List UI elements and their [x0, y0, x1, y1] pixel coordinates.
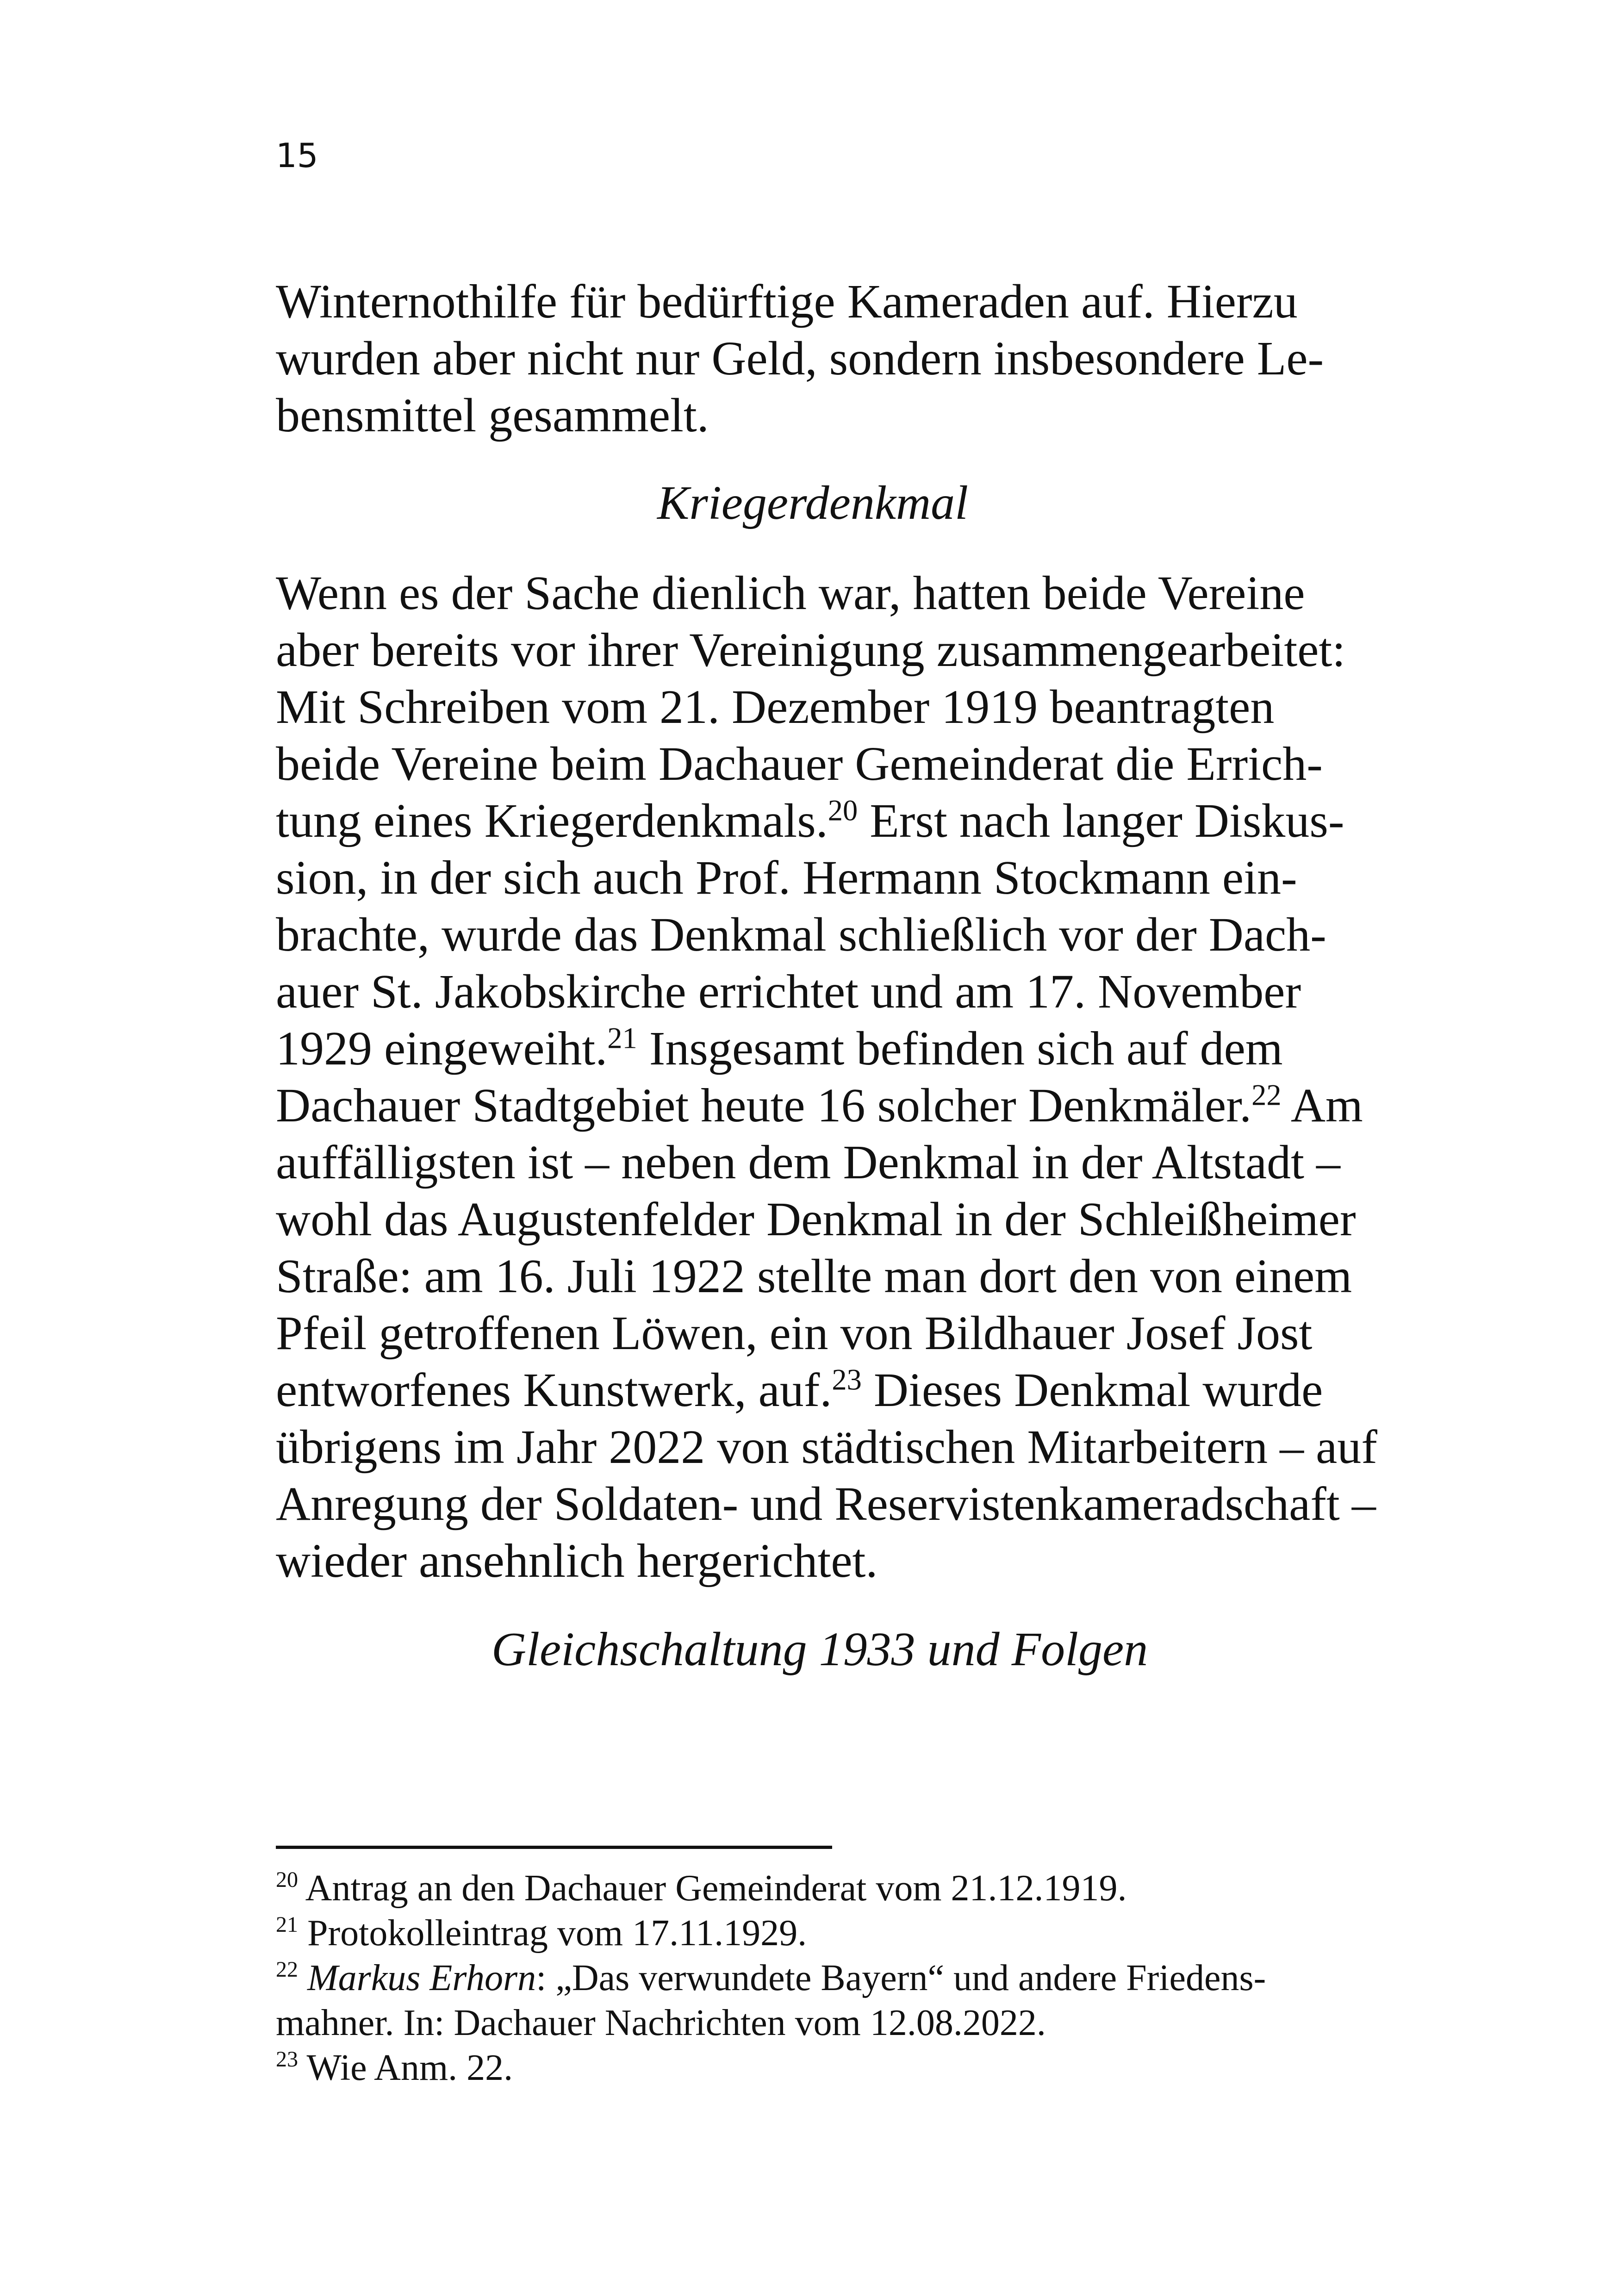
- footnote-ref-20: 20: [828, 794, 858, 827]
- text-line: [276, 1021, 1283, 1075]
- text-line: auer St. Jakobskirche errichtet und am 17. November: [276, 965, 1301, 1018]
- text-line: [276, 1363, 1323, 1417]
- footnote-separator: [276, 1846, 832, 1849]
- text-line: brachte, wurde das Denkmal schließlich vor der Dach-: [276, 908, 1326, 961]
- footnote-author: Markus Erhorn: [307, 1958, 536, 1998]
- text-line: wieder ansehnlich hergerichtet.: [276, 1534, 878, 1587]
- footnote-number: 22: [276, 1957, 298, 1982]
- footnote-ref-23: 23: [832, 1363, 862, 1396]
- footnote-number: 20: [276, 1867, 298, 1892]
- footnote-ref-21: 21: [607, 1021, 637, 1055]
- text-segment: Erst nach langer Diskus-: [858, 794, 1344, 847]
- footnote-text: Protokolleintrag vom 17.11.1929.: [298, 1913, 807, 1954]
- text-segment: 1929 eingeweiht.: [276, 1022, 608, 1075]
- text-line: sion, in der sich auch Prof. Hermann Stockmann ein-: [276, 851, 1297, 904]
- text-line: auffälligsten ist – neben dem Denkmal in der Altstadt –: [276, 1136, 1341, 1189]
- text-line: wurden aber nicht nur Geld, sondern insbesondere Le-: [276, 332, 1324, 385]
- text-segment: tung eines Kriegerdenkmals.: [276, 794, 828, 847]
- page-number: 15: [276, 136, 318, 175]
- text-line: aber bereits vor ihrer Vereinigung zusammengearbeitet:: [276, 623, 1346, 677]
- footnote-text: Wie Anm. 22.: [298, 2047, 513, 2088]
- text-segment: Dieses Denkmal wurde: [861, 1363, 1323, 1417]
- text-line: Mit Schreiben vom 21. Dezember 1919 beantragten: [276, 680, 1275, 734]
- section-heading-kriegerdenkmal: Kriegerdenkmal: [657, 476, 968, 529]
- text-line: wohl das Augustenfelder Denkmal in der Schleißheimer: [276, 1193, 1356, 1246]
- text-line: bensmittel gesammelt.: [276, 389, 709, 442]
- footnote-23: [276, 2049, 513, 2086]
- footnote-text: Antrag an den Dachauer Gemeinderat vom 21.12.1919.: [298, 1868, 1127, 1909]
- footnote-text: : „Das verwundete Bayern“ und andere Friedens-: [536, 1958, 1266, 1998]
- footnote-21: [276, 1912, 807, 1954]
- text-segment: entworfenes Kunstwerk, auf.: [276, 1363, 832, 1417]
- text-line: [276, 1078, 1363, 1132]
- footnote-22: [276, 1957, 1266, 1998]
- text-line: übrigens im Jahr 2022 von städtischen Mitarbeitern – auf: [276, 1420, 1377, 1474]
- footnote-20: [276, 1867, 1127, 1909]
- text-line: Pfeil getroffenen Löwen, ein von Bildhauer Josef Jost: [276, 1307, 1313, 1360]
- text-line: Anregung der Soldaten- und Reservistenkameradschaft –: [276, 1477, 1376, 1531]
- section-heading-gleichschaltung: Gleichschaltung 1933 und Folgen: [492, 1623, 1148, 1676]
- text-line: [276, 794, 1344, 847]
- text-line: Winternothilfe für bedürftige Kameraden auf. Hierzu: [276, 275, 1298, 328]
- footnote-ref-22: 22: [1251, 1078, 1282, 1112]
- text-segment: Dachauer Stadtgebiet heute 16 solcher Denkmäler.: [276, 1079, 1252, 1132]
- text-segment: Am: [1281, 1079, 1363, 1132]
- footnote-number: 23: [276, 2047, 298, 2072]
- text-line: Straße: am 16. Juli 1922 stellte man dort den von einem: [276, 1250, 1352, 1303]
- text-segment: Insgesamt befinden sich auf dem: [637, 1022, 1283, 1075]
- footnote-number: 21: [276, 1912, 298, 1937]
- text-line: Wenn es der Sache dienlich war, hatten beide Vereine: [276, 566, 1305, 620]
- footnote-22-continued: mahner. In: Dachauer Nachrichten vom 12.08.2022.: [276, 2003, 1046, 2043]
- text-line: beide Vereine beim Dachauer Gemeinderat die Errich-: [276, 737, 1323, 790]
